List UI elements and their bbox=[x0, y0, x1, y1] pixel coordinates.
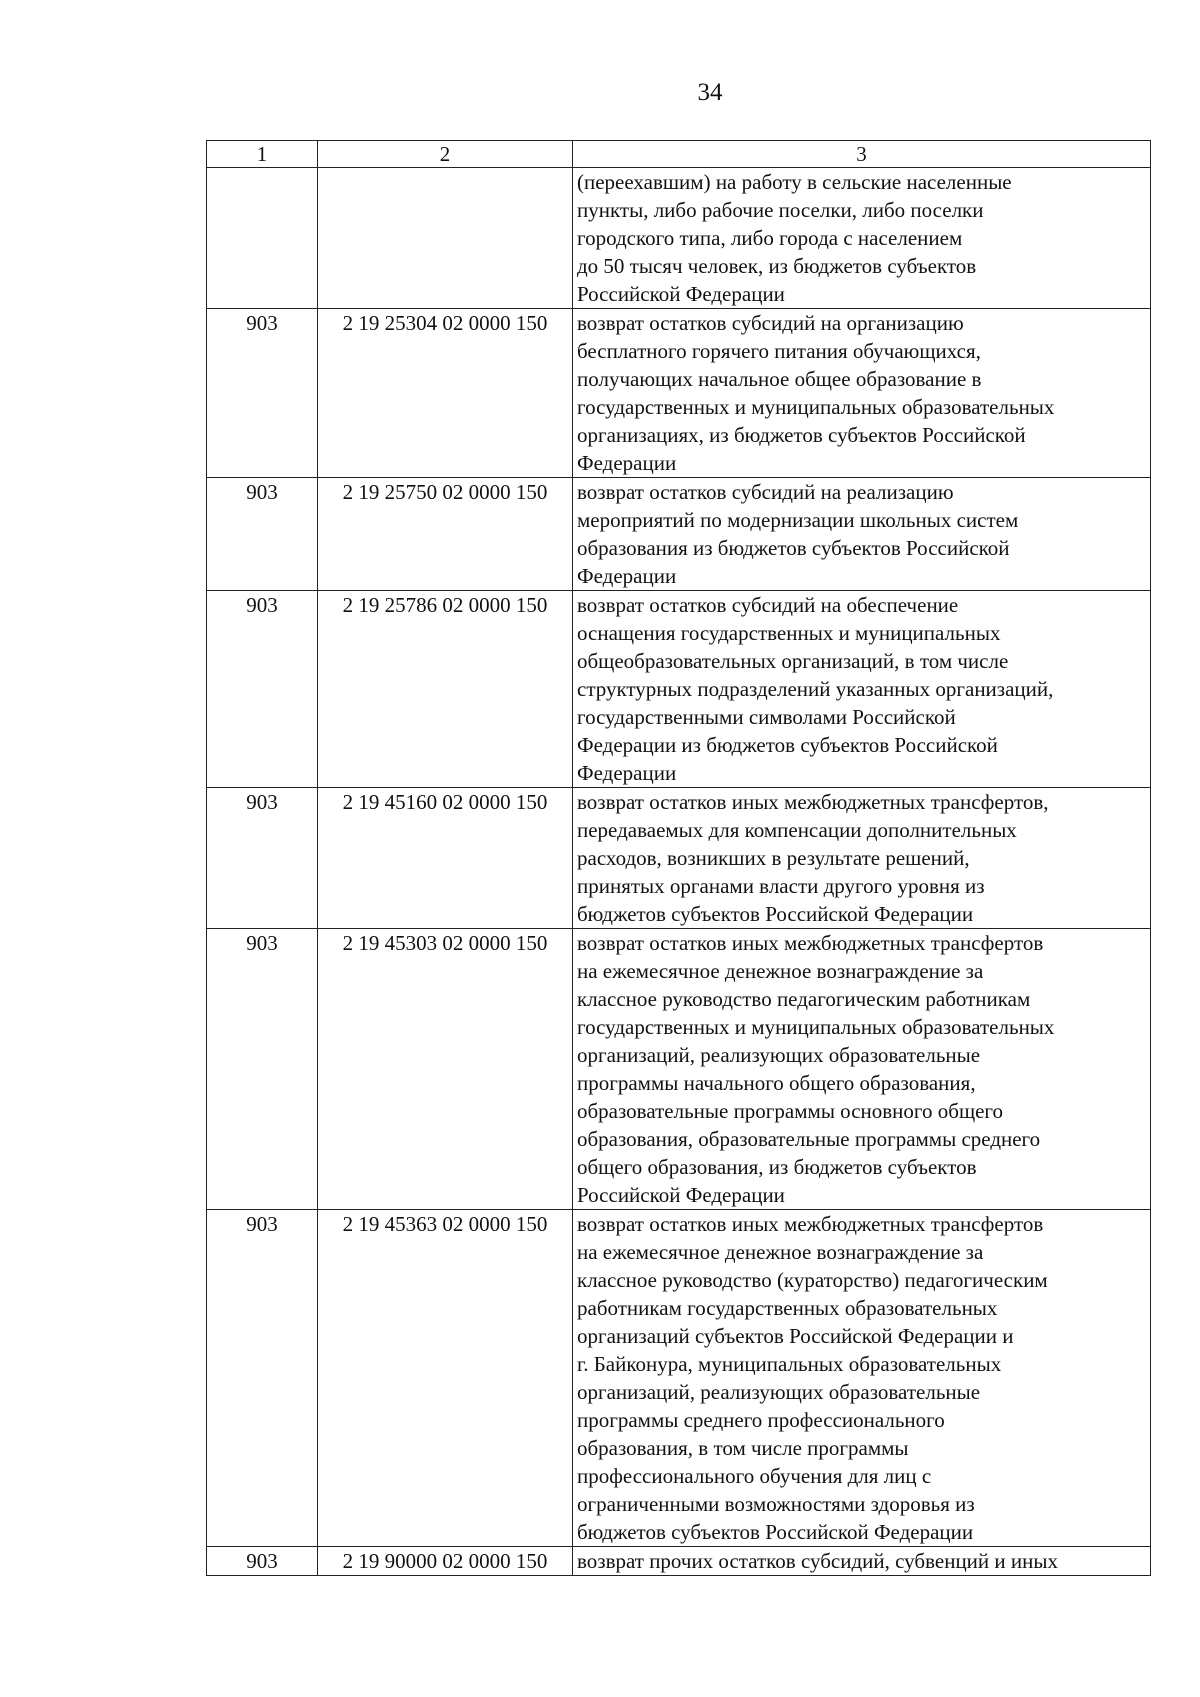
income-name-line: общего образования, из бюджетов субъектов bbox=[577, 1155, 977, 1179]
income-name-line: возврат остатков иных межбюджетных трансфертов, bbox=[577, 790, 1049, 814]
table-row bbox=[207, 591, 1151, 788]
table-header-row bbox=[207, 141, 1151, 168]
income-name-cell bbox=[573, 168, 1151, 309]
income-name-line: оснащения государственных и муниципальных bbox=[577, 621, 1001, 645]
income-name-line: классное руководство педагогическим работникам bbox=[577, 987, 1031, 1011]
income-name-line: городского типа, либо города с населением bbox=[577, 226, 963, 250]
income-name-line: на ежемесячное денежное вознаграждение за bbox=[577, 1240, 984, 1264]
table-body bbox=[207, 168, 1151, 1576]
income-name-line: возврат остатков субсидий на обеспечение bbox=[577, 593, 959, 617]
income-name-line: на ежемесячное денежное вознаграждение за bbox=[577, 959, 984, 983]
table-row bbox=[207, 929, 1151, 1210]
income-name-line: пункты, либо рабочие поселки, либо поселки bbox=[577, 198, 984, 222]
income-name-cell bbox=[573, 788, 1151, 929]
budget-code-cell: 2 19 45303 02 0000 150 bbox=[318, 929, 573, 1210]
income-name-line: классное руководство (кураторство) педагогическим bbox=[577, 1268, 1048, 1292]
admin-code-cell: 903 bbox=[207, 929, 318, 1210]
header-col-3: 3 bbox=[573, 141, 1151, 168]
income-name-line: организациях, из бюджетов субъектов Российской bbox=[577, 423, 1026, 447]
income-name-line: организаций, реализующих образовательные bbox=[577, 1380, 981, 1404]
budget-codes-table bbox=[206, 140, 1151, 1576]
header-col-1: 1 bbox=[207, 141, 318, 168]
income-name-line: возврат прочих остатков субсидий, субвенций и иных bbox=[577, 1549, 1058, 1573]
income-name-line: (переехавшим) на работу в сельские населенные bbox=[577, 170, 1012, 194]
income-name-line: ограниченными возможностями здоровья из bbox=[577, 1492, 975, 1516]
admin-code-cell: 903 bbox=[207, 1547, 318, 1576]
income-name-line: общеобразовательных организаций, в том числе bbox=[577, 649, 1009, 673]
income-name-line: организаций субъектов Российской Федерации и bbox=[577, 1324, 1014, 1348]
admin-code-cell: 903 bbox=[207, 788, 318, 929]
income-name-line: Федерации bbox=[577, 761, 677, 785]
budget-code-cell: 2 19 25750 02 0000 150 bbox=[318, 478, 573, 591]
budget-code-cell: 2 19 25304 02 0000 150 bbox=[318, 309, 573, 478]
income-name-line: программы среднего профессионального bbox=[577, 1408, 945, 1432]
income-name-line: образовательные программы основного общего bbox=[577, 1099, 1004, 1123]
budget-code-cell bbox=[318, 168, 573, 309]
income-name-line: образования из бюджетов субъектов Российской bbox=[577, 536, 1010, 560]
income-name-line: государственных и муниципальных образовательных bbox=[577, 1015, 1055, 1039]
income-name-line: получающих начальное общее образование в bbox=[577, 367, 982, 391]
income-name-line: образования, образовательные программы среднего bbox=[577, 1127, 1041, 1151]
budget-code-cell: 2 19 45363 02 0000 150 bbox=[318, 1210, 573, 1547]
table-row bbox=[207, 1210, 1151, 1547]
page-number: 34 bbox=[697, 79, 723, 106]
income-name-line: организаций, реализующих образовательные bbox=[577, 1043, 981, 1067]
income-name-line: возврат остатков иных межбюджетных трансфертов bbox=[577, 931, 1044, 955]
income-name-line: передаваемых для компенсации дополнительных bbox=[577, 818, 1017, 842]
admin-code-cell: 903 bbox=[207, 478, 318, 591]
admin-code-cell bbox=[207, 168, 318, 309]
income-name-line: профессионального обучения для лиц с bbox=[577, 1464, 932, 1488]
income-name-line: расходов, возникших в результате решений, bbox=[577, 846, 970, 870]
admin-code-cell: 903 bbox=[207, 309, 318, 478]
income-name-line: возврат остатков субсидий на организацию bbox=[577, 311, 964, 335]
table-row bbox=[207, 1547, 1151, 1576]
budget-code-cell: 2 19 90000 02 0000 150 bbox=[318, 1547, 573, 1576]
income-name-cell bbox=[573, 309, 1151, 478]
income-name-line: мероприятий по модернизации школьных систем bbox=[577, 508, 1019, 532]
income-name-line: Федерации bbox=[577, 451, 677, 475]
income-name-line: до 50 тысяч человек, из бюджетов субъектов bbox=[577, 254, 977, 278]
table-row bbox=[207, 788, 1151, 929]
income-name-cell bbox=[573, 1210, 1151, 1547]
income-name-line: Российской Федерации bbox=[577, 282, 785, 306]
income-name-line: принятых органами власти другого уровня из bbox=[577, 874, 985, 898]
table-row bbox=[207, 478, 1151, 591]
table-row bbox=[207, 168, 1151, 309]
income-name-line: г. Байконура, муниципальных образовательных bbox=[577, 1352, 1002, 1376]
income-name-line: образования, в том числе программы bbox=[577, 1436, 909, 1460]
income-name-line: бюджетов субъектов Российской Федерации bbox=[577, 902, 974, 926]
income-name-line: бесплатного горячего питания обучающихся, bbox=[577, 339, 981, 363]
budget-code-cell: 2 19 25786 02 0000 150 bbox=[318, 591, 573, 788]
income-name-line: Российской Федерации bbox=[577, 1183, 785, 1207]
income-name-cell bbox=[573, 929, 1151, 1210]
income-name-cell bbox=[573, 478, 1151, 591]
table-row bbox=[207, 309, 1151, 478]
budget-code-cell: 2 19 45160 02 0000 150 bbox=[318, 788, 573, 929]
header-col-2: 2 bbox=[318, 141, 573, 168]
admin-code-cell: 903 bbox=[207, 591, 318, 788]
income-name-line: работникам государственных образовательных bbox=[577, 1296, 998, 1320]
income-name-line: государственными символами Российской bbox=[577, 705, 956, 729]
income-name-line: Федерации bbox=[577, 564, 677, 588]
income-name-line: государственных и муниципальных образовательных bbox=[577, 395, 1055, 419]
admin-code-cell: 903 bbox=[207, 1210, 318, 1547]
income-name-line: бюджетов субъектов Российской Федерации bbox=[577, 1520, 974, 1544]
income-name-line: структурных подразделений указанных организаций, bbox=[577, 677, 1054, 701]
income-name-cell bbox=[573, 591, 1151, 788]
income-name-line: Федерации из бюджетов субъектов Российской bbox=[577, 733, 998, 757]
income-name-line: возврат остатков иных межбюджетных трансфертов bbox=[577, 1212, 1044, 1236]
income-name-line: возврат остатков субсидий на реализацию bbox=[577, 480, 954, 504]
income-name-line: программы начального общего образования, bbox=[577, 1071, 976, 1095]
income-name-cell bbox=[573, 1547, 1151, 1576]
